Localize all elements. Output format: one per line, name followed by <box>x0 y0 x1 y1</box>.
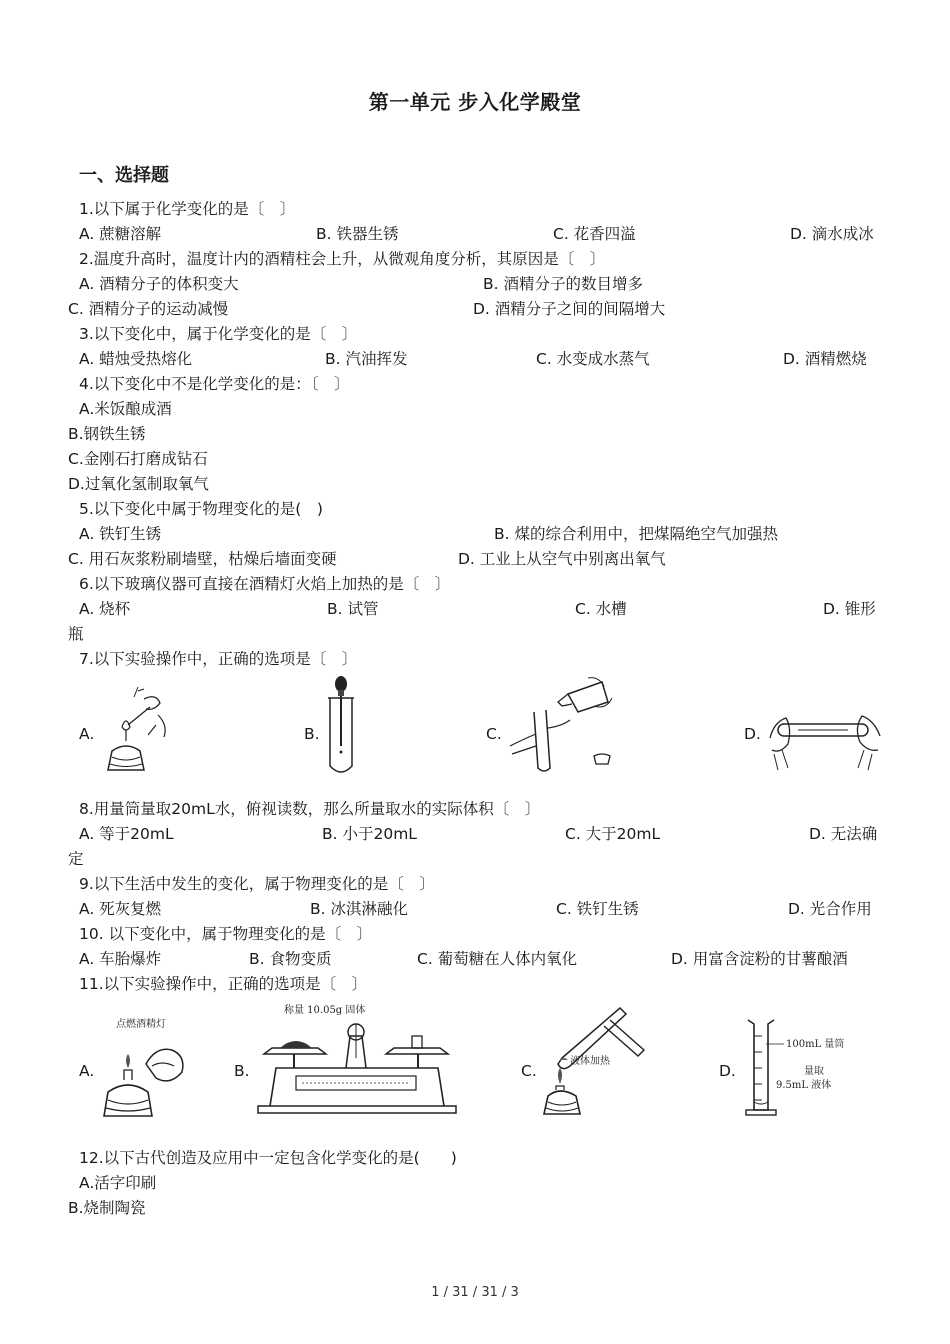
question-9-option-c: C. 铁钉生锈 <box>556 900 639 918</box>
question-11-option-b: B. <box>234 1062 250 1080</box>
question-6-option-c: C. 水槽 <box>575 600 627 618</box>
question-2-option-d: D. 酒精分子之间的间隔增大 <box>473 300 666 318</box>
question-1-option-a: A. 蔗糖溶解 <box>79 225 162 243</box>
question-7-option-b: B. <box>304 725 320 743</box>
question-11-option-d: D. <box>719 1062 736 1080</box>
q11-figure-d-cylinder-illustration <box>744 1016 854 1118</box>
question-10-option-d: D. 用富含淀粉的甘薯酿酒 <box>671 950 848 968</box>
question-9-option-b: B. 冰淇淋融化 <box>310 900 408 918</box>
question-9-option-a: A. 死灰复燃 <box>79 900 162 918</box>
question-10-option-a: A. 车胎爆炸 <box>79 950 162 968</box>
q7-figure-a-lamp-illustration <box>98 685 176 773</box>
question-10-stem: 10. 以下变化中，属于物理变化的是〔 〕 <box>79 925 373 943</box>
question-3-option-d: D. 酒精燃烧 <box>783 350 867 368</box>
question-6-option-b: B. 试管 <box>327 600 379 618</box>
question-2-option-c: C. 酒精分子的运动减慢 <box>68 300 229 318</box>
question-4-stem: 4.以下变化中不是化学变化的是：〔 〕 <box>79 375 350 393</box>
question-10-option-b: B. 食物变质 <box>249 950 332 968</box>
question-2-option-b: B. 酒精分子的数目增多 <box>483 275 643 293</box>
q11-figure-a-lighting-lamp-illustration <box>100 1016 190 1120</box>
question-4-option-a: A.米饭酿成酒 <box>79 400 172 418</box>
question-5-option-b: B. 煤的综合利用中，把煤隔绝空气加强热 <box>494 525 778 543</box>
question-4-option-d: D.过氧化氢制取氧气 <box>68 475 209 493</box>
question-11-stem: 11.以下实验操作中，正确的选项是〔 〕 <box>79 975 368 993</box>
question-5-stem: 5.以下变化中属于物理变化的是( ) <box>79 500 323 518</box>
question-11-option-c: C. <box>521 1062 537 1080</box>
q11-figure-c-caption: 液体加热 <box>570 1056 610 1067</box>
question-6-option-a: A. 烧杯 <box>79 600 131 618</box>
question-2-stem: 2.温度升高时，温度计内的酒精柱会上升，从微观角度分析，其原因是〔 〕 <box>79 250 606 268</box>
section-heading: 一、选择题 <box>79 165 169 186</box>
question-12-stem: 12.以下古代创造及应用中一定包含化学变化的是( ) <box>79 1149 457 1167</box>
question-10-option-c: C. 葡萄糖在人体内氧化 <box>417 950 578 968</box>
question-7-option-a: A. <box>79 725 95 743</box>
question-3-option-a: A. 蜡烛受热熔化 <box>79 350 193 368</box>
question-5-option-a: A. 铁钉生锈 <box>79 525 162 543</box>
question-3-option-b: B. 汽油挥发 <box>325 350 408 368</box>
question-8-option-a: A. 等于20mL <box>79 825 174 843</box>
question-9-stem: 9.以下生活中发生的变化，属于物理变化的是〔 〕 <box>79 875 435 893</box>
question-8-stem: 8.用量筒量取20mL水，俯视读数，那么所量取水的实际体积〔 〕 <box>79 800 541 818</box>
question-8-option-b: B. 小于20mL <box>322 825 417 843</box>
q11-figure-b-caption: 称量 10.05g 固体 <box>284 1005 366 1016</box>
question-4-option-b: B.钢铁生锈 <box>68 425 146 443</box>
q11-figure-d-caption-volume: 9.5mL 液体 <box>776 1080 832 1091</box>
page-title: 第一单元 步入化学殿堂 <box>368 90 582 114</box>
question-5-option-c: C. 用石灰浆粉刷墙壁，枯燥后墙面变硬 <box>68 550 337 568</box>
question-8-option-d: D. 无法确 <box>809 825 878 843</box>
question-8-option-d-continued: 定 <box>68 850 84 868</box>
question-1-option-c: C. 花香四溢 <box>553 225 636 243</box>
question-3-option-c: C. 水变成水蒸气 <box>536 350 650 368</box>
q11-figure-d-caption-cylinder: 100mL 量筒 <box>786 1039 845 1050</box>
question-6-stem: 6.以下玻璃仪器可直接在酒精灯火焰上加热的是〔 〕 <box>79 575 451 593</box>
q11-figure-d-caption-measure: 量取 <box>804 1066 824 1077</box>
question-6-option-d: D. 锥形 <box>823 600 876 618</box>
q11-figure-a-caption: 点燃酒精灯 <box>116 1019 166 1030</box>
q11-figure-c-heating-liquid-illustration <box>540 1002 650 1118</box>
question-7-stem: 7.以下实验操作中，正确的选项是〔 〕 <box>79 650 358 668</box>
question-5-option-d: D. 工业上从空气中别离出氧气 <box>458 550 666 568</box>
question-11-option-a: A. <box>79 1062 95 1080</box>
q7-figure-c-pouring-illustration <box>508 676 620 776</box>
question-4-option-c: C.金刚石打磨成钻石 <box>68 450 208 468</box>
question-12-option-b: B.烧制陶瓷 <box>68 1199 146 1217</box>
question-8-option-c: C. 大于20mL <box>565 825 661 843</box>
question-7-option-c: C. <box>486 725 502 743</box>
question-1-option-b: B. 铁器生锈 <box>316 225 399 243</box>
question-6-option-d-continued: 瓶 <box>68 625 84 643</box>
page-footer: 1 / 31 / 31 / 3 <box>431 1285 519 1300</box>
question-1-option-d: D. 滴水成冰 <box>790 225 874 243</box>
q7-figure-b-dropper-illustration <box>326 674 356 776</box>
question-9-option-d: D. 光合作用 <box>788 900 872 918</box>
q11-figure-b-balance-illustration <box>256 1002 458 1116</box>
q7-figure-d-shaking-illustration <box>768 710 882 772</box>
question-1-stem: 1.以下属于化学变化的是〔 〕 <box>79 200 296 218</box>
question-3-stem: 3.以下变化中，属于化学变化的是〔 〕 <box>79 325 358 343</box>
question-2-option-a: A. 酒精分子的体积变大 <box>79 275 239 293</box>
question-7-option-d: D. <box>744 725 761 743</box>
question-12-option-a: A.活字印刷 <box>79 1174 157 1192</box>
